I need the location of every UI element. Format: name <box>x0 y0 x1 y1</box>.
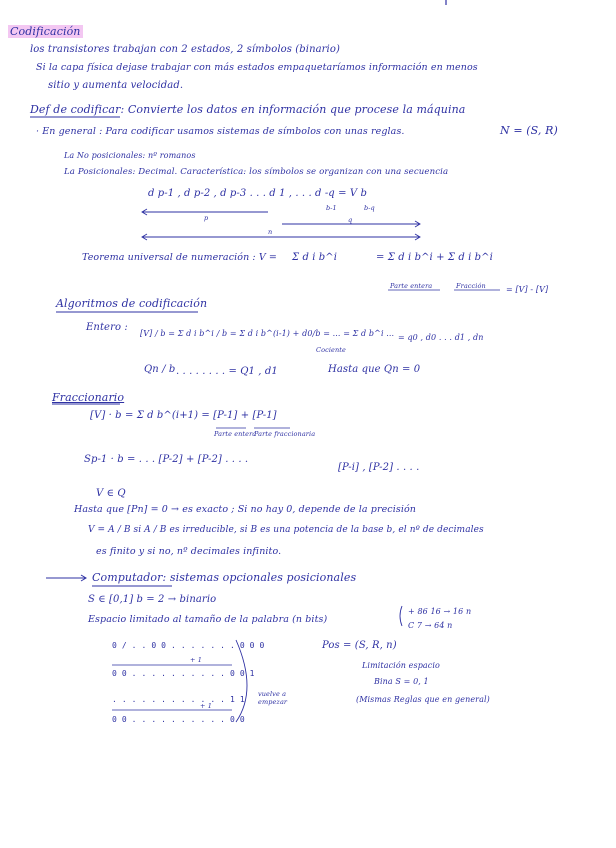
note-line: sitio y aumenta velocidad. <box>48 80 184 91</box>
label-cociente: Cociente <box>316 346 346 354</box>
subheading-algoritmos: Algoritmos de codificación <box>56 297 208 310</box>
definition-text: : Convierte los datos en información que procese la máquina <box>120 103 466 116</box>
range-line: + 86 16 → 16 n <box>408 607 472 616</box>
binary-op: 0 / . . 0 0 . . . . . . . 0 0 0 <box>112 641 265 650</box>
qn-fraction: Qn / b <box>144 364 176 375</box>
binary-op: + 1 <box>190 656 202 664</box>
note-line: Hasta que [Pn] = 0 → es exacto ; Si no hay 0, depende de la precisión <box>74 504 417 515</box>
note-line: los transistores trabajan con 2 estados, 2 símbolos (binario) <box>30 44 340 55</box>
theorem-formula: = Σ d i b^i + Σ d i b^i <box>376 252 493 263</box>
sp-sequence: [P-i] , [P-2] . . . . <box>338 462 420 473</box>
label-parte-entera: Parte entera <box>214 430 257 438</box>
note-line: Bina S = 0, 1 <box>374 677 429 686</box>
binary-op: . . . . . . . . . . . . 1 1 <box>112 695 245 704</box>
theorem-label: Teorema universal de numeración : V = <box>82 252 277 263</box>
computador-heading: Computador <box>92 571 163 584</box>
note-line: es finito y si no, nº decimales infinito. <box>96 546 282 557</box>
arrow-label: q <box>348 216 353 224</box>
note-line: Espacio limitado al tamaño de la palabra (n bits) <box>88 614 328 625</box>
binary-op: + 1 <box>200 702 212 710</box>
binary-op: 0 0 . . . . . . . . . . 0 0 <box>112 715 245 724</box>
section-heading <box>8 26 83 38</box>
heading-highlight: Codificación <box>10 25 81 38</box>
note-line: Si la capa física dejase trabajar con más estados empaquetaríamos información en menos <box>36 62 478 73</box>
qn-result: . . . . . . . . = Q1 , d1 <box>176 366 278 377</box>
definition-label: Def de codificar <box>30 103 121 116</box>
interval-formula: = [V] - [V] <box>506 285 549 294</box>
note-line: · En general : Para codificar usamos sistemas de símbolos con unas reglas. <box>36 126 405 137</box>
note-line: (Mismas Reglas que en general) <box>356 695 490 704</box>
digit-result: = q0 , d0 . . . d1 , dn <box>398 333 484 342</box>
note-line: La Posicionales: Decimal. Característica: los símbolos se organizan con una secuencia <box>64 167 449 177</box>
binary-op: 0 0 . . . . . . . . . . 0 0 1 <box>112 669 255 678</box>
note-line: S ∈ [0,1] b = 2 → binario <box>88 594 217 605</box>
note-line: La No posicionales: nº romanos <box>64 151 196 160</box>
formula: N = (S, R) <box>500 124 558 137</box>
computador-text: : sistemas opcionales posicionales <box>162 571 357 584</box>
pos-formula: Pos = (S, R, n) <box>322 640 397 651</box>
entero-label: Entero : <box>86 322 128 333</box>
label-fraccion: Fracción <box>456 282 486 290</box>
until-note: Hasta que Qn = 0 <box>328 364 421 375</box>
label-parte-fraccionaria: Parte fraccionaria <box>254 430 316 438</box>
vuelve-note: vuelve a empezar <box>258 690 288 706</box>
subscript: b-q <box>364 204 375 212</box>
arrow-label: n <box>268 228 273 236</box>
subheading-fraccionario: Fraccionario <box>52 391 125 404</box>
note-line: V = A / B si A / B es irreducible, si B es una potencia de la base b, el nº de decimales <box>88 525 484 535</box>
computador-line <box>92 572 356 584</box>
subscript: b-1 <box>326 204 337 212</box>
label-parte-entera: Parte entera <box>390 282 433 290</box>
arrow-label: p <box>204 214 209 222</box>
definition-line <box>30 104 465 116</box>
entero-formula: [V] / b = Σ d i b^i / b = Σ d i b^(i-1) + d0/b = ... = Σ d b^i ... <box>140 329 395 338</box>
v-in-q: V ∈ Q <box>96 488 126 499</box>
frac-formula: [V] · b = Σ d b^(i+1) = [P-1] + [P-1] <box>90 410 277 421</box>
theorem-formula: Σ d i b^i <box>292 252 338 263</box>
note-line: Limitación espacio <box>362 661 440 670</box>
range-line: C 7 → 64 n <box>408 621 453 630</box>
digit-sequence: d p-1 , d p-2 , d p-3 . . . d 1 , . . . d -q = V b <box>148 188 367 199</box>
sp-formula: Sp-1 · b = . . . [P-2] + [P-2] . . . . <box>84 454 249 465</box>
